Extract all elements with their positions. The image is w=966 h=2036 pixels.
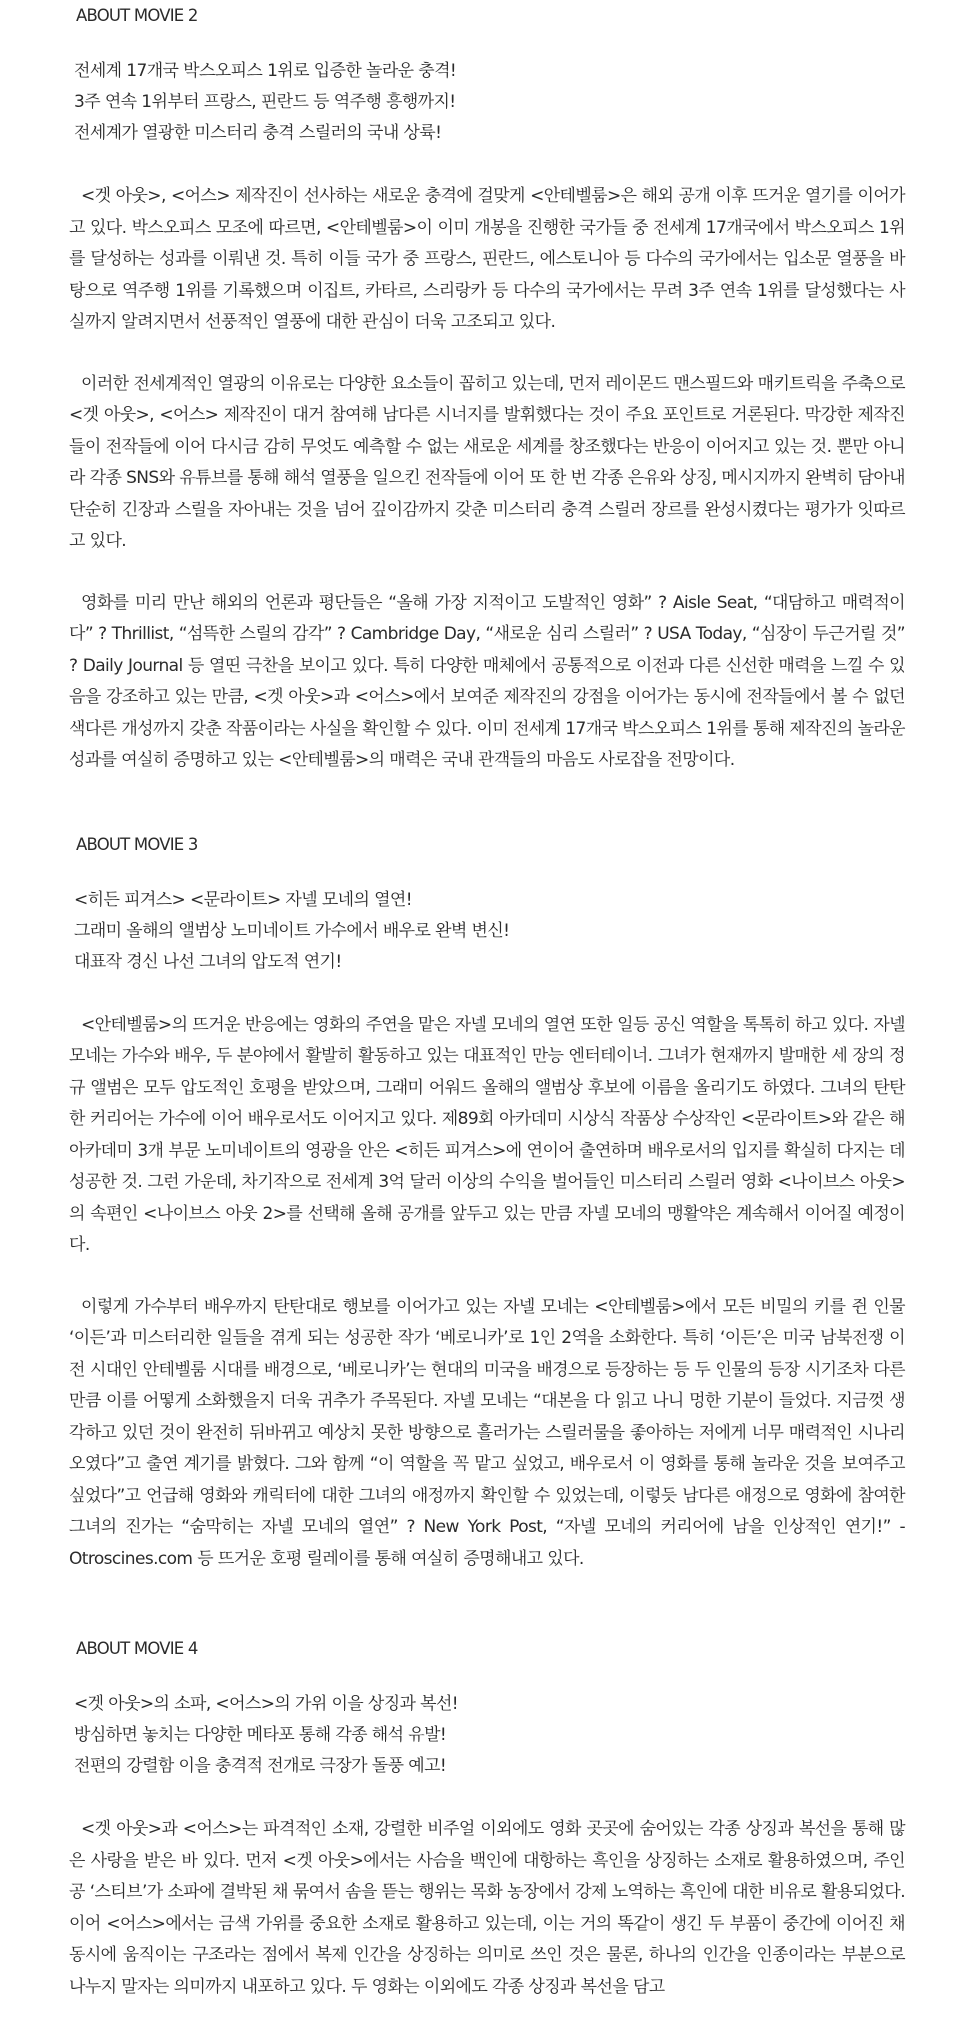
- lede-line: 그래미 올해의 앨범상 노미네이트 가수에서 배우로 완벽 변신!: [74, 920, 510, 941]
- paragraph-text: <안테벨룸>의 뜨거운 반응에는 영화의 주연을 맡은 자넬 모네의 열연 또한 일등 공신 역할을 톡톡히 하고 있다. 자넬 모네는 가수와 배우, 두 분야에서 활발히 활동하고 있는 대표적인 만능 엔터테이너. 그녀가 현재까지 발매한 세 장의 정규 앨범은 모두 압도적인 호평을 받았으며, 그래미 어워드 올해의 앨범상 후보에 이름을 올리기도 하였다. 그녀의 탄탄한 커리어는 가수에 이어 배우로서도 이어지고 있다. 제89회 아카데미 시상식 작품상 수상작인 <문라이트>와 같은 해 아카데미 3개 부문 노미네이트의 영광을 안은 <히든 피겨스>에 연이어 출연하며 배우로서의 입지를 확실히 다지는 데 성공한 것. 그런 가운데, 차기작으로 전세계 3억 달러 이상의 수익을 벌어들인 미스터리 스릴러 영화 <나이브스 아웃>의 속편인 <나이브스 아웃 2>를 선택해 올해 공개를 앞두고 있는 만큼 자넬 모네의 맹활약은 계속해서 이어질 예정이다.: [69, 1014, 905, 1255]
- lede-line: 방심하면 놓치는 다양한 메타포 통해 각종 해석 유발!: [74, 1725, 447, 1745]
- lede-list: [0, 56, 966, 149]
- lede-line: 전편의 강렬함 이을 충격적 전개로 극장가 돌풍 예고!: [74, 1756, 447, 1776]
- section-heading: ABOUT MOVIE 4: [76, 1639, 198, 1658]
- about-movie-2-section: [0, 6, 966, 777]
- body-paragraph: [0, 588, 905, 777]
- paragraph-text: <겟 아웃>과 <어스>는 파격적인 소재, 강렬한 비주얼 이외에도 영화 곳곳에 숨어있는 각종 상징과 복선을 통해 많은 사랑을 받은 바 있다. 먼저 <겟 아웃>에서는 사슴을 백인에 대항하는 흑인을 상징하는 소재로 활용하였으며, 주인공 ‘스티브’가 소파에 결박된 채 묶여서 솜을 뜯는 행위는 목화 농장에서 강제 노역하는 흑인에 대한 비유로 활용되었다. 이어 <어스>에서는 금색 가위를 중요한 소재로 활용하고 있는데, 이는 거의 똑같이 생긴 두 부품이 중간에 이어진 채 동시에 움직이는 구조라는 점에서 복제 인간을 상징하는 의미로 쓰인 것은 물론, 하나의 인간을 인종이라는 부분으로 나누지 말자는 의미까지 내포하고 있다. 두 영화는 이외에도 각종 상징과 복선을 담고: [69, 1819, 905, 1997]
- lede-line: <겟 아웃>의 소파, <어스>의 가위 이을 상징과 복선!: [74, 1694, 459, 1714]
- lede-line: 대표작 경신 나선 그녀의 압도적 연기!: [74, 951, 342, 972]
- section-heading: ABOUT MOVIE 3: [76, 834, 198, 854]
- lede-list: [0, 885, 966, 978]
- about-movie-3-section: [0, 835, 966, 1576]
- body-paragraph: [0, 369, 905, 558]
- body-paragraph: [0, 1292, 905, 1576]
- paragraph-text: 영화를 미리 만난 해외의 언론과 평단들은 “올해 가장 지적이고 도발적인 영화” ? Aisle Seat, “대담하고 매력적이다” ? Thrillist, “섬뜩한 스릴의 감각” ? Cambridge Day, “새로운 심리 스릴러” ? USA Today, “심장이 두근거릴 것” ? Daily Journal 등 열띤 극찬을 보이고 있다. 특히 다양한 매체에서 공통적으로 이전과 다른 신선한 매력을 느낄 수 있음을 강조하고 있는 만큼, <겟 아웃>과 <어스>에서 보여준 제작진의 강점을 이어가는 동시에 전작들에서 볼 수 없던 색다른 개성까지 갖춘 작품이라는 사실을 확인할 수 있다. 이미 전세계 17개국 박스오피스 1위를 통해 제작진의 놀라운 성과를 여실히 증명하고 있는 <안테벨룸>의 매력은 국내 관객들의 마음도 사로잡을 전망이다.: [69, 592, 905, 770]
- lede-line: 3주 연속 1위부터 프랑스, 핀란드 등 역주행 흥행까지!: [74, 92, 456, 112]
- lede-list: [0, 1689, 966, 1782]
- paragraph-text: 이렇게 가수부터 배우까지 탄탄대로 행보를 이어가고 있는 자넬 모네는 <안테벨룸>에서 모든 비밀의 키를 쥔 인물 ‘이든’과 미스터리한 일들을 겪게 되는 성공한 작가 ‘베로니카’로 1인 2역을 소화한다. 특히 ‘이든’은 미국 남북전쟁 이전 시대인 안테벨룸 시대를 배경으로, ‘베로니카’는 현대의 미국을 배경으로 등장하는 등 두 인물의 등장 시기조차 다른 만큼 이를 어떻게 소화했을지 더욱 귀추가 주목된다. 자넬 모네는 “대본을 다 읽고 나니 멍한 기분이 들었다. 지금껏 생각하고 있던 것이 완전히 뒤바뀌고 예상치 못한 방향으로 흘러가는 스릴러물을 좋아하는 저에게 너무 매력적인 시나리오였다”고 출연 계기를 밝혔다. 그와 함께 “이 역할을 꼭 맡고 싶었고, 배우로서 이 영화를 통해 놀라운 것을 보여주고 싶었다”고 언급해 영화와 캐릭터에 대한 그녀의 애정까지 확인할 수 있었는데, 이렇듯 남다른 애정으로 영화에 참여한 그녀의 진가는 “숨막히는 자넬 모네의 열연” ? New York Post, “자넬 모네의 커리어에 남을 인상적인 연기!” - Otroscines.com 등 뜨거운 호평 릴레이를 통해 여실히 증명해내고 있다.: [69, 1296, 905, 1569]
- body-paragraph: [0, 1814, 905, 2003]
- section-heading: ABOUT MOVIE 2: [76, 6, 198, 25]
- body-paragraph: [0, 181, 905, 339]
- lede-line: 전세계 17개국 박스오피스 1위로 입증한 놀라운 충격!: [74, 61, 457, 81]
- paragraph-text: <겟 아웃>, <어스> 제작진이 선사하는 새로운 충격에 걸맞게 <안테벨룸>은 해외 공개 이후 뜨거운 열기를 이어가고 있다. 박스오피스 모조에 따르면, <안테벨룸>이 이미 개봉을 진행한 국가들 중 전세계 17개국에서 박스오피스 1위를 달성하는 성과를 이뤄낸 것. 특히 이들 국가 중 프랑스, 핀란드, 에스토니아 등 다수의 국가에서는 입소문 열풍을 바탕으로 역주행 1위를 기록했으며 이집트, 카타르, 스리랑카 등 다수의 국가에서는 무려 3주 연속 1위를 달성했다는 사실까지 알려지면서 선풍적인 열풍에 대한 관심이 더욱 고조되고 있다.: [69, 186, 905, 332]
- lede-line: <히든 피겨스> <문라이트> 자넬 모네의 열연!: [74, 889, 412, 910]
- about-movie-4-section: [0, 1639, 966, 2003]
- body-paragraph: [0, 1010, 905, 1262]
- paragraph-text: 이러한 전세계적인 열광의 이유로는 다양한 요소들이 꼽히고 있는데, 먼저 레이몬드 맨스필드와 매키트릭을 주축으로 <겟 아웃>, <어스> 제작진이 대거 참여해 남다른 시너지를 발휘했다는 것이 주요 포인트로 거론된다. 막강한 제작진들이 전작들에 이어 다시금 감히 무엇도 예측할 수 없는 새로운 세계를 창조했다는 반응이 이어지고 있는 것. 뿐만 아니라 각종 SNS와 유튜브를 통해 해석 열풍을 일으킨 전작들에 이어 또 한 번 각종 은유와 상징, 메시지까지 완벽히 담아내 단순히 긴장과 스릴을 자아내는 것을 넘어 깊이감까지 갖춘 미스터리 충격 스릴러 장르를 완성시켰다는 평가가 잇따르고 있다.: [69, 373, 905, 551]
- lede-line: 전세계가 열광한 미스터리 충격 스릴러의 국내 상륙!: [74, 123, 442, 143]
